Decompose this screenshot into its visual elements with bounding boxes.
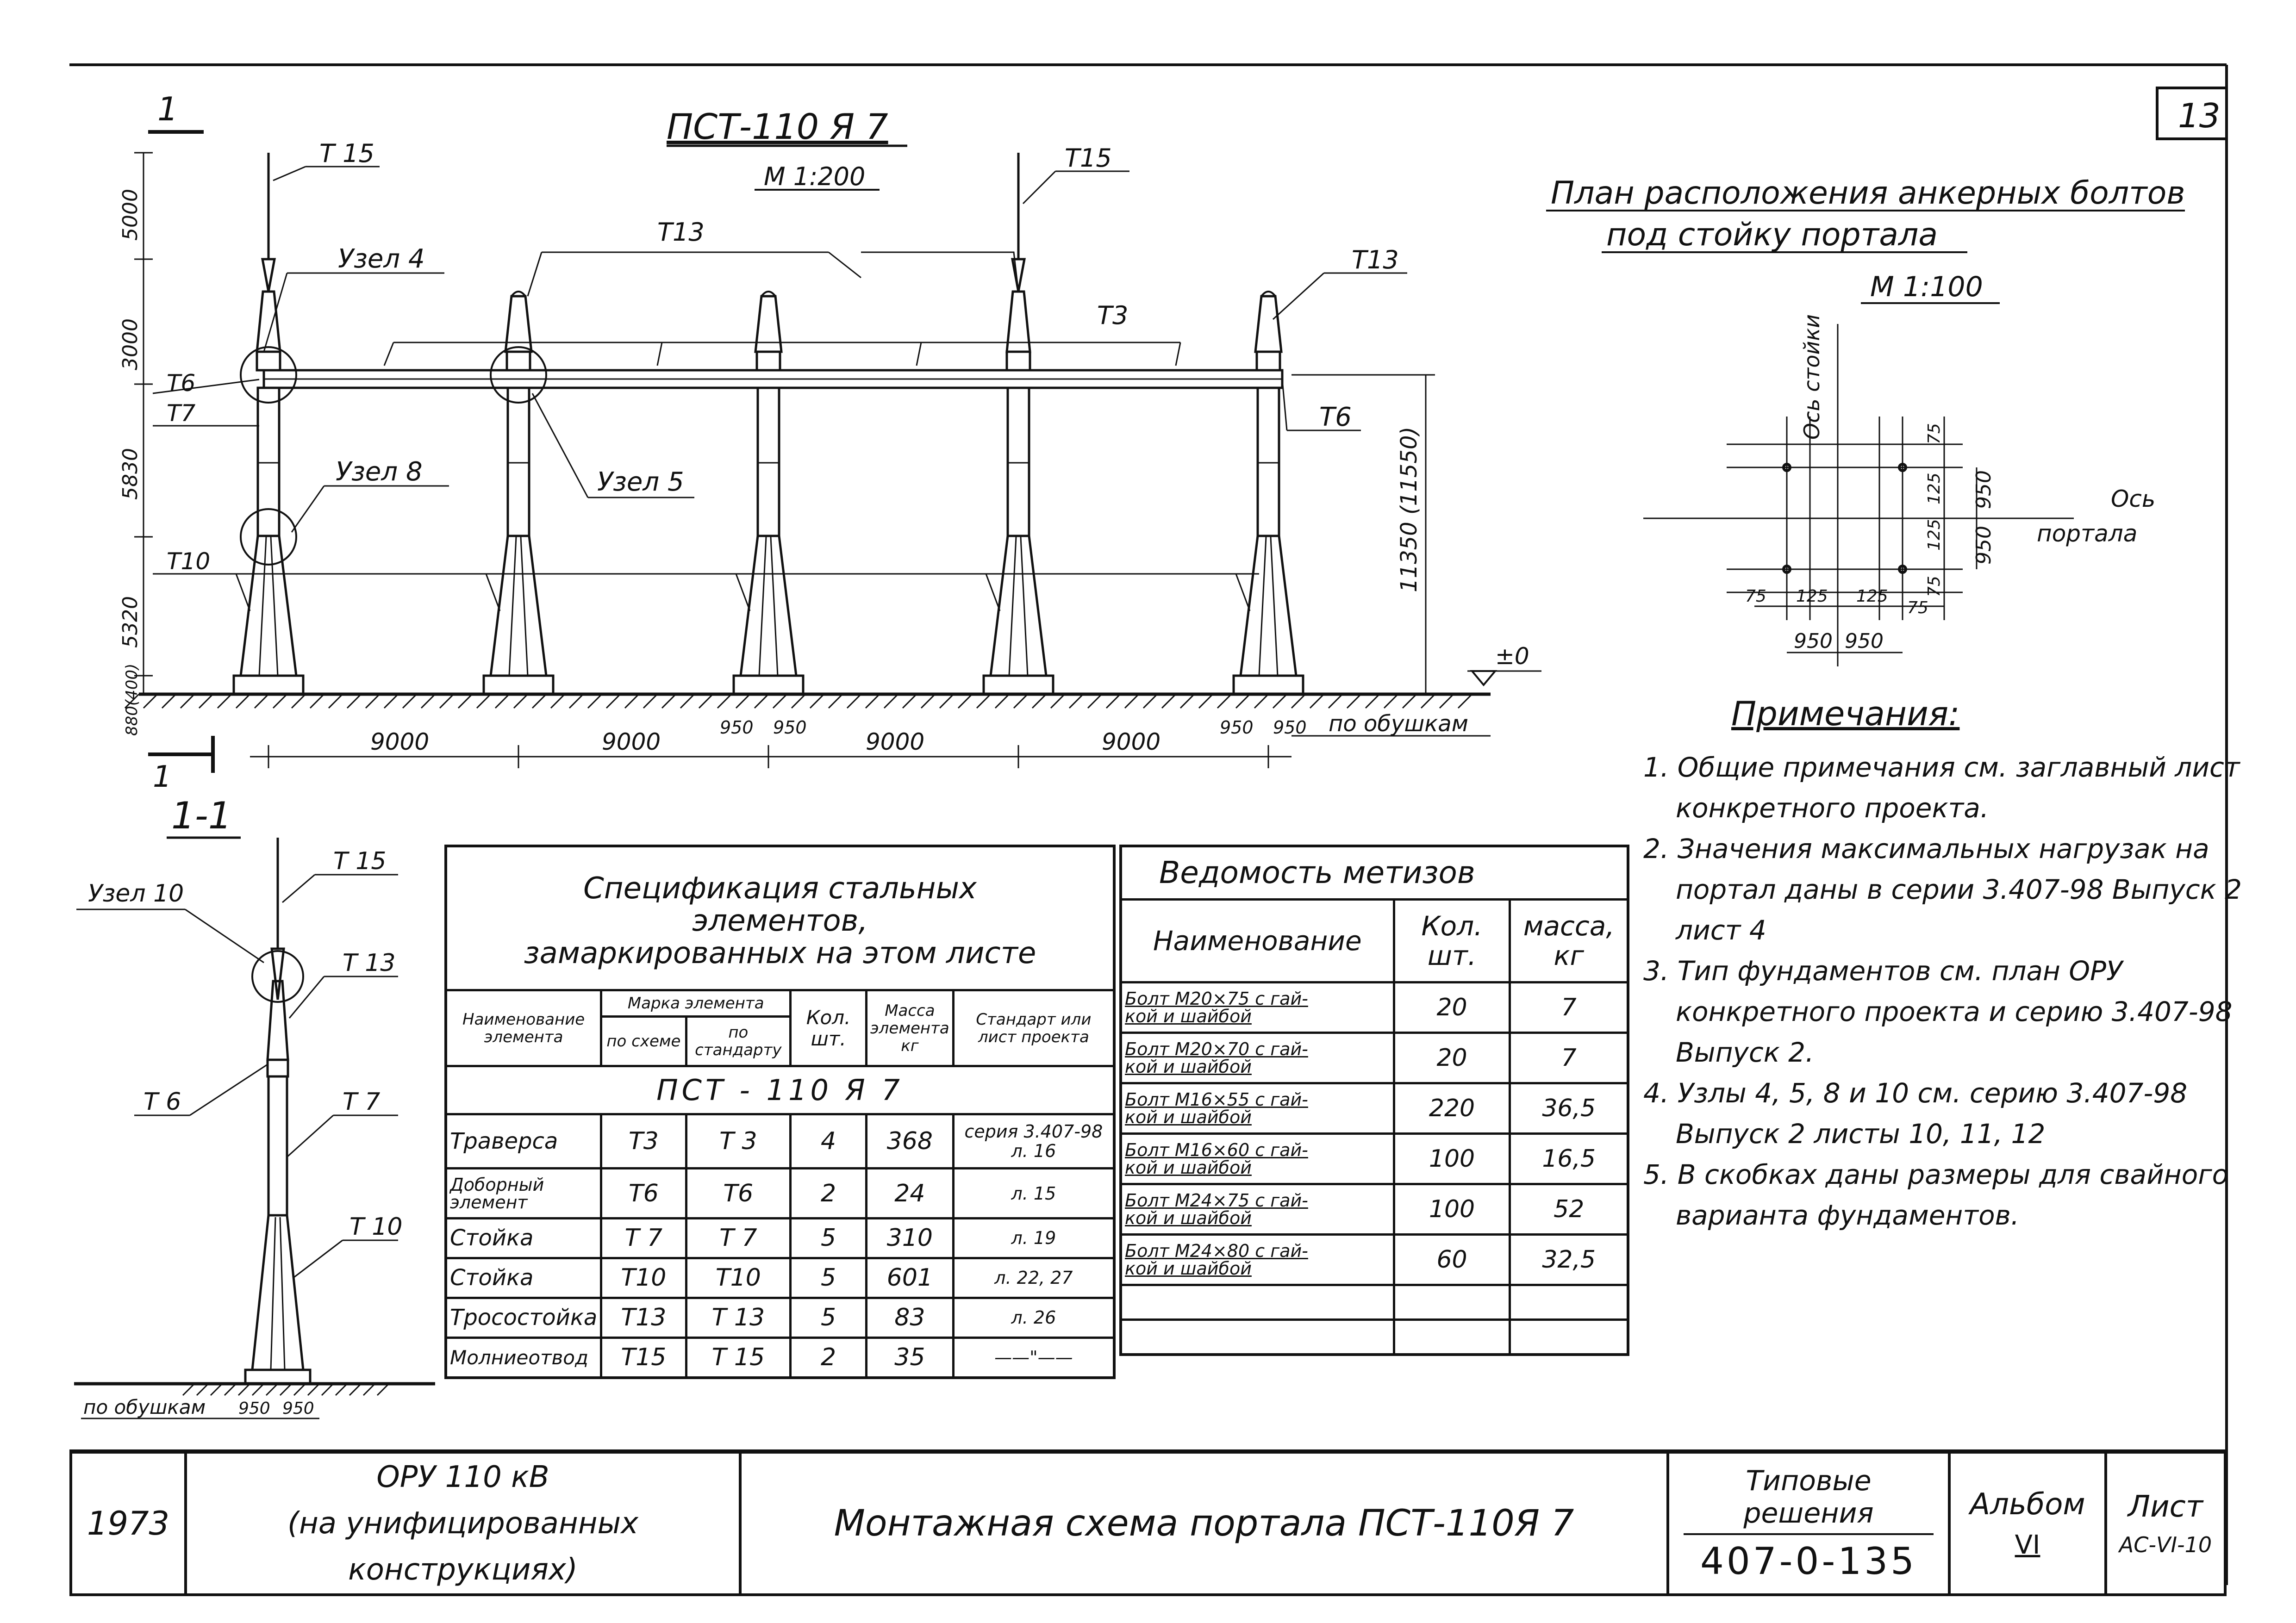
node-5-circle [491,347,546,403]
svg-text:Т7: Т7 [167,400,196,427]
svg-text:950: 950 [282,1399,314,1418]
svg-text:11350 (11550): 11350 (11550) [1396,426,1422,592]
svg-text:9000: 9000 [602,728,661,755]
svg-text:Ось стойки: Ось стойки [1799,314,1824,440]
svg-text:Т 10: Т 10 [349,1213,403,1241]
node-5-label: Узел 5 [597,467,684,497]
spec-caption-1: Спецификация стальных [583,871,977,906]
svg-text:950: 950 [720,717,754,738]
note-item: 3. Тип фундаментов см. план ОРУ конкретного проекта и серию 3.407-98 Выпуск 2. [1643,955,2233,1068]
table-row: Болт М16×60 с гай- кой и шайбой 100 16,5 [1121,1133,1628,1184]
table-row: Болт М16×55 с гай- кой и шайбой 220 36,5 [1121,1083,1628,1133]
notes-block [1643,694,2264,1236]
post-4 [984,153,1053,694]
svg-text:Т13: Т13 [657,218,705,247]
fasteners-table [1119,845,1629,1356]
node-4-circle [241,347,296,403]
title-block-typical-number: 407-0-135 [1700,1539,1917,1583]
post-2 [484,292,553,694]
svg-text:950: 950 [238,1399,270,1418]
title-block-year: 1973 [71,1452,186,1595]
svg-text:75: 75 [1925,576,1944,597]
svg-text:950: 950 [773,717,807,738]
svg-text:950: 950 [1273,717,1307,738]
post-5 [1234,292,1303,694]
portal-scale: М 1:200 [764,162,866,191]
spec-header-name: Наименование элемента [446,990,601,1066]
svg-text:М 1:100: М 1:100 [1870,271,1983,303]
svg-text:75: 75 [1745,587,1766,606]
title-block-album-number: VI [2015,1530,2040,1560]
table-row: Траверса Т3 Т 3 4 368 серия 3.407-98 л. 16 [446,1114,1114,1169]
svg-text:Т 6: Т 6 [144,1088,181,1116]
title-block-object: ОРУ 110 кВ [376,1460,549,1494]
title-block-album-label: Альбом [1970,1487,2085,1522]
svg-text:Т 7: Т 7 [343,1088,381,1116]
node-8-label: Узел 8 [336,457,423,487]
svg-text:Т 15: Т 15 [333,847,387,875]
title-block-sheet-code: АС-VI-10 [2119,1532,2212,1557]
note-item: 2. Значения максимальных нагрузак на портал даны в серии 3.407-98 Выпуск 2 лист 4 [1643,833,2242,946]
spec-caption-2: элементов, [692,904,868,939]
svg-text:Ось: Ось [2111,485,2156,512]
steel-elements-spec-table [444,845,1116,1379]
table-row [1121,1320,1628,1355]
post-1 [234,259,303,694]
spec-header-standard: Стандарт или лист проекта [953,990,1114,1066]
svg-text:Т3: Т3 [1097,301,1129,330]
svg-text:950: 950 [1845,629,1884,653]
metiz-header-name: Наименование [1121,899,1394,982]
svg-text:950: 950 [1220,717,1254,738]
svg-text:125: 125 [1856,587,1888,606]
svg-text:Т13: Т13 [1352,245,1399,274]
metiz-header-mass: масса, кг [1510,899,1628,982]
svg-text:±0: ±0 [1495,643,1529,670]
svg-text:по обушкам: по обушкам [1329,711,1468,737]
spec-header-qty: Кол. шт. [791,990,867,1066]
spec-caption-3: замаркированных на этом листе [524,936,1036,971]
spec-header-by-standard: по стандарту [686,1017,791,1066]
node-4-label: Узел 4 [338,244,425,274]
section-1-1 [74,794,435,1418]
svg-text:5830: 5830 [119,448,142,500]
node-10-label: Узел 10 [88,880,184,908]
svg-text:950: 950 [1972,526,1996,565]
svg-text:портала: портала [2037,520,2138,547]
svg-text:950: 950 [1972,470,1996,509]
svg-text:Т10: Т10 [167,548,211,575]
portal-elevation [119,90,1541,794]
svg-text:880(400): 880(400) [123,663,141,736]
table-row: Стойка Т10 Т10 5 601 л. 22, 27 [446,1258,1114,1298]
note-item: 5. В скобках даны размеры для свайного варианта фундаментов. [1643,1159,2229,1231]
table-row: Болт М24×75 с гай- кой и шайбой 100 52 [1121,1184,1628,1234]
metiz-caption: Ведомость метизов [1121,846,1628,899]
table-row: Болт М20×75 с гай- кой и шайбой 20 7 [1121,982,1628,1032]
section-title: 1-1 [171,794,232,837]
svg-text:75: 75 [1907,598,1928,617]
table-row [1121,1285,1628,1320]
svg-text:1: 1 [157,90,178,128]
portal-title: ПСТ-110 Я 7 [667,106,888,147]
notes-title: Примечания: [1731,694,1960,733]
svg-text:1: 1 [153,760,172,794]
svg-text:Т 15: Т 15 [319,139,374,168]
spec-header-mass: Масса элемента кг [867,990,954,1066]
note-item: 4. Узлы 4, 5, 8 и 10 см. серию 3.407-98 Выпуск 2 листы 10, 11, 12 [1643,1077,2188,1150]
svg-text:по обушкам: по обушкам [83,1396,206,1418]
svg-text:125: 125 [1925,519,1944,551]
sheet-number: 13 [2178,96,2221,135]
table-row: Болт М24×80 с гай- кой и шайбой 60 32,5 [1121,1234,1628,1285]
anchor-plan-title: План расположения анкерных болтов [1551,175,2185,211]
svg-text:Т15: Т15 [1065,143,1112,173]
svg-text:Т6: Т6 [167,370,196,397]
svg-text:под стойку портала: под стойку портала [1606,217,1938,253]
spec-header-mark: Марка элемента [601,990,791,1017]
svg-text:5320: 5320 [119,596,142,648]
title-block-sheet-label: Лист [2128,1490,2203,1524]
title-block [69,1451,2227,1596]
svg-text:Т6: Т6 [1319,402,1352,432]
note-item: 1. Общие примечания см. заглавный лист конкретного проекта. [1643,752,2240,824]
svg-text:125: 125 [1925,473,1944,504]
post-3 [734,292,803,694]
table-row: Тросостойка Т13 Т 13 5 83 л. 26 [446,1298,1114,1337]
title-block-drawing-name: Монтажная схема портала ПСТ-110Я 7 [740,1452,1668,1595]
svg-text:5000: 5000 [119,189,142,241]
title-block-typical-label: Типовые решения [1684,1465,1934,1535]
svg-text:3000: 3000 [119,318,142,370]
metiz-header-qty: Кол. шт. [1394,899,1510,982]
anchor-bolt-plan [1546,175,2185,666]
svg-text:9000: 9000 [370,728,430,755]
title-block-object-sub: (на унифицированных конструкциях) [287,1506,638,1587]
svg-text:9000: 9000 [866,728,925,755]
table-row: Стойка Т 7 Т 7 5 310 л. 19 [446,1218,1114,1258]
table-row: Молниеотвод Т15 Т 15 2 35 ——"—— [446,1337,1114,1378]
svg-text:950: 950 [1794,629,1833,653]
svg-text:9000: 9000 [1102,728,1161,755]
svg-text:125: 125 [1796,587,1828,606]
svg-text:Т 13: Т 13 [343,949,396,977]
spec-group-row: ПСТ - 110 Я 7 [446,1066,1114,1114]
svg-text:75: 75 [1925,423,1944,444]
spec-header-by-scheme: по схеме [601,1017,686,1066]
table-row: Доборный элемент Т6 Т6 2 24 л. 15 [446,1169,1114,1218]
table-row: Болт М20×70 с гай- кой и шайбой 20 7 [1121,1032,1628,1083]
